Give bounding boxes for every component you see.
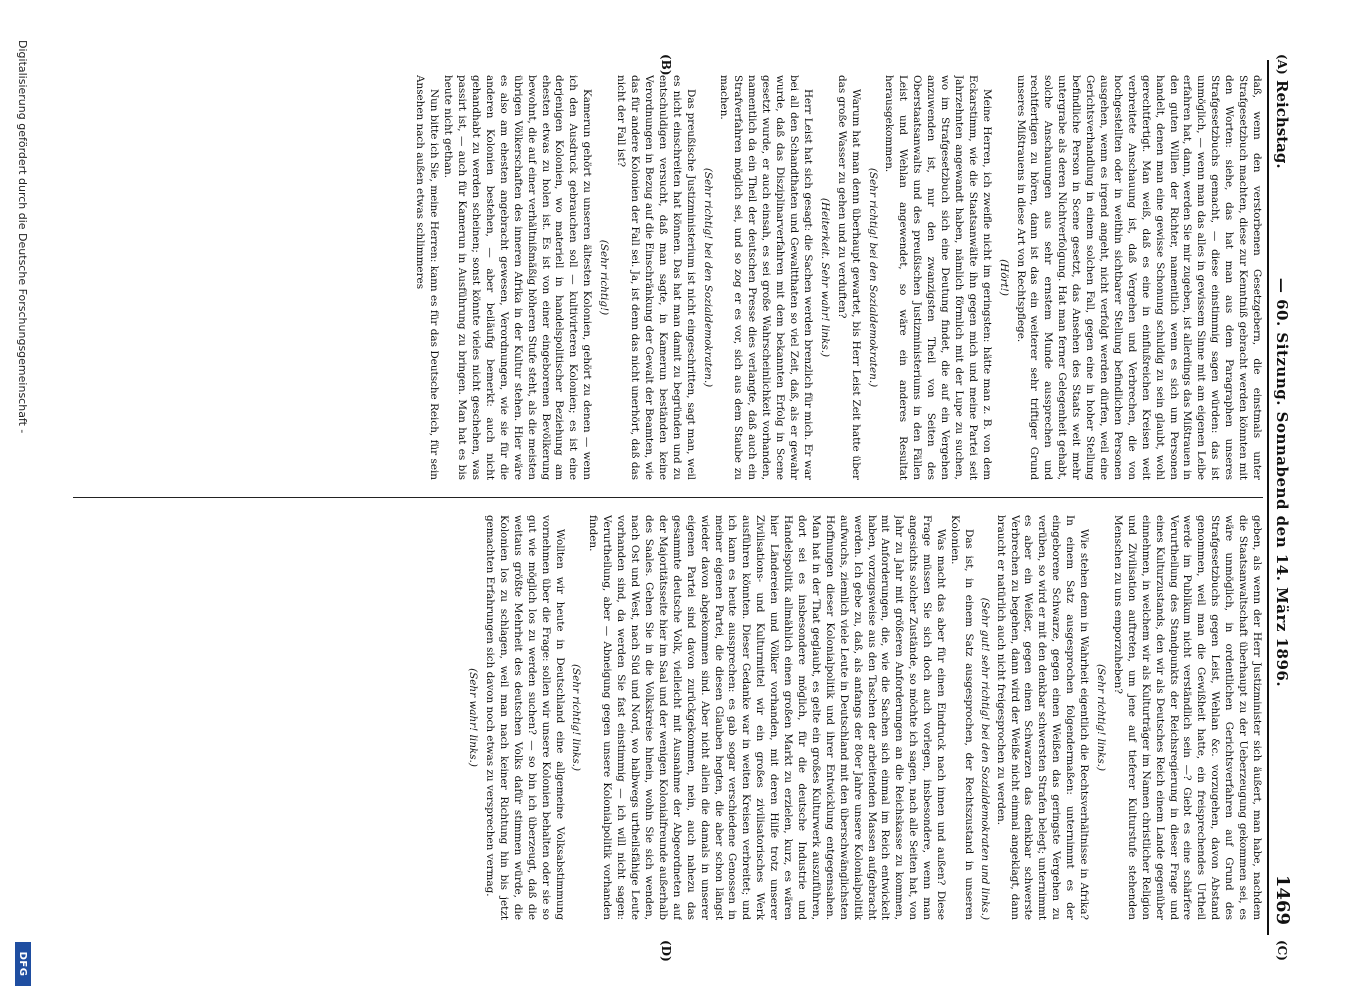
interjection: (Sehr richtig! links.) [570,663,583,772]
paragraph: Wie stehen denn in Wahrheit eigentlich die Rechtsverhältnisse in Afrika? In einem Satz ausgesprochen folgendermaßen: unternimmt es der eingeborene Schwarze, gegen einen Weißen das geringste Vergehen zu verüben, so wird er mit den denkbar schwersten Strafen belegt; unternimmt es aber ein Weißer, gegen einen Schwarzen das denkbar schwerste Verbrechen zu begehen, dann wird der Weiße nicht einmal angeklagt, dann braucht er natürlich auch nicht freigesprochen zu werden. [994,515,1091,920]
margin-marker-c: (C) [1275,940,1289,961]
dfg-logo: DFG [15,942,31,986]
header-left: Reichstag. [1273,80,1291,169]
margin-marker-a: (A) [1275,54,1289,75]
paragraph: geben, als wenn der Herr Justizminister sich äußert, man habe, nachdem die Staatsanwaltschaft überhaupt zu der Ueberzeugung gekommen sei, es wäre unmöglich, in ordentlichen Gerichtsverfahren auf Grund des Strafgesetzbuchs gegen Leist, Wehlan &c. vorzugehen, davon Abstand genommen, weil man die Gewißheit hatte, ein freisprechendes Urtheil werde im Publikum nicht verständlich sein —? Giebt es eine schärfere Verurtheilung des Standpunkts der Reichsregierung in dieser Frage und eines Kulturzustands, den wir als Deutsches Reich einem Lande gegenüber einnehmen, in welchem wir als Kulturträger im Namen christlicher Religion und Zivilisation auftreten, um jene auf tieferer Kulturstufe stehenden Menschen zu uns emporzuheben? [1111,515,1263,920]
column-divider [73,497,1263,498]
margin-marker-b: (B) [659,54,673,76]
interjection: (Sehr richtig!) [598,239,611,316]
interjection: (Sehr richtig! bei den Sozialdemokraten.) [866,167,879,388]
interjection: (Sehr richtig! bei den Sozialdemokraten.) [701,167,714,388]
paragraph: Nun bitte ich Sie, meine Herren: kann es für das Deutsche Reich, für sein Ansehen nach außen etwas schlimmeres [414,75,441,480]
paragraph: Kamerun gehört zu unseren ältesten Kolonien, gehört zu denen — wenn ich den Ausdruck gebrauchen soll — kultivirteren Kolonien; es ist eine derjenigen Kolonien, wo materiell in handelspolitischer Beziehung am ehesten etwas zu holen ist. Es ist von einer eingeborenen Bevölkerung bewohnt, die auf einer verhältnißmäßig höheren Stufe steht, als die meisten übrigen Völkerschaften des inneren Afrika in der Kultur stehen. Hier wäre es also am ehesten angebracht gewesen, Verordnungen, wie sie für die anderen Kolonien bestehen, — aber beiläufig bemerkt: auch nicht gehandhabt zu werden scheinen; sonst könnte vieles nicht geschehen, was passirt ist, — auch für Kamerun in Ausführung zu bringen. Man hat es bis heute nicht gethan. [442,75,594,480]
paragraph: Wollten wir heute in Deutschland eine allgemeine Volksabstimmung vornehmen über die Frage: sollen wir unsere Kolonien behalten oder sie so gut wie möglich los zu werden suchen? — so bin ich überzeugt, daß die weitaus größte Mehrheit des deutschen Volks dafür stimmen würde, die Kolonien los zu schlagen, weil man nach keiner Richtung hin bis jetzt gemachten Erfahrungen sich davon noch etwas zu versprechen vermag. [484,515,566,920]
interjection: (Sehr wahr! links.) [467,668,480,767]
right-column [73,515,1263,920]
header-center: — 60. Sitzung. Sonnabend den 14. März 1896. [1273,277,1291,688]
margin-marker-d: (D) [659,940,673,962]
interjection: (Sehr gut! sehr richtig! bei den Sozialdemokraten und links.) [978,597,991,920]
credit-text: Digitalisierung gefördert durch die Deutsche Forschungsgemeinschaft - [16,40,29,434]
interjection: (Hört!) [997,259,1010,296]
paragraph: Herr Leist hat sich gesagt: die Sachen werden brenzlich für mich. Er war bei all den Schandthaten und Gewaltthaten so viel Zeit, daß, als er gewahr wurde, daß das Disziplinarverfahren mit dem bekannten Erfolg in Scene gesetzt wurde, er auch einsah, es sei große Wahrscheinlichkeit vorhanden, namentlich da ein Theil der deutschen Presse dies verlangte, daß auch ein Strafverfahren möglich sei, und so zog er es vor, sich aus dem Staube zu machen. [718,75,814,480]
running-header [1267,60,1293,935]
interjection: (Sehr richtig! links.) [1095,663,1108,772]
reichstag-protocol-page [63,54,1293,962]
paragraph: Das ist, in einem Satz ausgesprochen, der Rechtszustand in unseren Kolonien. [948,515,975,920]
left-column [73,75,1263,480]
paragraph: Das preußische Justizministerium ist nicht eingeschritten, sagt man, weil es nicht einschreiten hat können. Das hat man damit zu begründen und zu entschuldigen versucht, daß man sagte, in Kamerun beständen keine Verordnungen in Bezug auf die Einschränkung der Gewalt der Beamten, wie das für andere Kolonien der Fall sei. Ja, ist denn das nicht unerhört, daß das nicht der Fall ist? [615,75,697,480]
paragraph: Warum hat man denn überhaupt gewartet, bis Herr Leist Zeit hatte über das große Wasser zu gehen und zu verduften? [835,75,862,480]
page-number: 1469 [1272,874,1293,925]
digitization-credit [9,0,33,1000]
interjection: (Heiterkeit. Sehr wahr! links.) [818,197,831,358]
paragraph: Meine Herren, ich zweifle nicht im geringsten: hätte man z. B. von dem Eckarstimm, wie die Staatsanwälte ihn gegen mich und meine Partei seit Jahrzehnten angewandt haben, nämlich förmlich mit der Lupe zu suchen, wo im Strafgesetzbuch sich eine Deutung findet, die auf ein Vergehen anzuwenden ist, nur den zwanzigsten Theil von Seiten des Oberstaatsanwalts und des preußischen Justizministeriums in den Fällen Leist und Wehlan angewendet, so wäre ein anderes Resultat herausgekommen. [883,75,993,480]
paragraph: daß, wenn den verstorbenen Gesetzgebern, die einstmals unter Strafgesetzbuch machten, diese zur Kenntniß gebracht werden könnten mit den Worten: siehe, das hat man aus dem Paragraphen unseres Strafgesetzbuchs gemacht, — diese einstimmig sagen würden: das ist unmöglich, — wenn man das alles in gewissem Sinne mit am eigenen Leibe erfahren hat, dann, werden Sie mir zugeben, ist allerdings das Mißtrauen in den guten Willen der Richter, namentlich wenn es sich um Personen handelt, denen man eine gewisse Schonung schuldig zu sein glaubt, wohl gerechtfertigt. Man weiß, daß es eine in einflußreichen Kreisen weit verbreitete Anschauung ist, daß Vergehen und Verbrechen, die von hochgestellten oder in weithin sichtbarer Stellung befindlichen Personen ausgehen, wenn es irgend angeht, nicht verfolgt werden dürfen, weil eine Gerichtsverhandlung in einem solchen Fall, gegen eine in hoher Stellung befindliche Person in Scene gesetzt, das Ansehen des Staats weit mehr untergrabe als deren Nichtverfolgung. Hat man ferner Gelegenheit gehabt, solche Anschauungen aus sehr ernstem Munde aussprechen und rechtfertigen zu hören, dann ist das ein weiterer sehr triftiger Grund unseres Mißtrauens in diese Art von Rechtspflege. [1014,75,1263,480]
paragraph: Was macht das aber für einen Eindruck nach innen und außen? Diese Frage müssen Sie sich doch auch vorlegen, insbesondere, wenn man angesichts solcher Zustände, so möchte ich sagen, nach alle Seiten hat, von Jahr zu Jahr mit größeren Anforderungen an die Reichskasse zu kommen, mit Anforderungen, die, wie die Sachen sich einmal im Reich entwickelt haben, vorzugsweise aus den Taschen der arbeitenden Massen aufgebracht werden. Ich gebe zu, daß, als anfangs der 80er Jahre unsere Kolonialpolitik aufwuchs, ziemlich viele Leute in Deutschland mit den überschwänglichsten Hoffnungen dieser Kolonialpolitik und ihrer Entwicklung entgegensahen. Man hat in der That geglaubt, es gelte ein großes Kulturwerk auszuführen, dort sei es insbesondere möglich, für die deutsche Industrie und Handelspolitik allmählich einen großen Markt zu erzielen, kurz, es wären hier Ländereien und Völker vorhanden, mit deren Hilfe trotz unserer Zivilisations- und Kulturmittel wir ein großes zivilisatorisches Werk ausführen könnten. Dieser Gedanke war in weiten Kreisen verbreitet; und ich kann es heute aussprechen: es gab sogar verschiedene Genossen in meiner eigenen Partei, die diesen Glauben hegten, die aber schon längst wieder davon abgekommen sind. Aber nicht allein die damals in unserer eigenen Partei sind davon zurückgekommen, nein, auch nahezu das gesammte deutsche Volk, vielleicht mit Ausnahme der Abgeordneten auf der Majoritätsseite hier im Saal und der wenigen Kolonialfreunde außerhalb des Saales. Gehen Sie in die Volkskreise hinein, wohin Sie sich wenden, nach Ost und West, nach Süd und Nord, wo halbwegs urtheilsfähige Leute vorhanden sind, da werden Sie fast einstimmig — ich will nicht sagen: Verurtheilung, aber — Abneigung gegen unsere Kolonialpolitik vorhanden finden. [587,515,948,920]
